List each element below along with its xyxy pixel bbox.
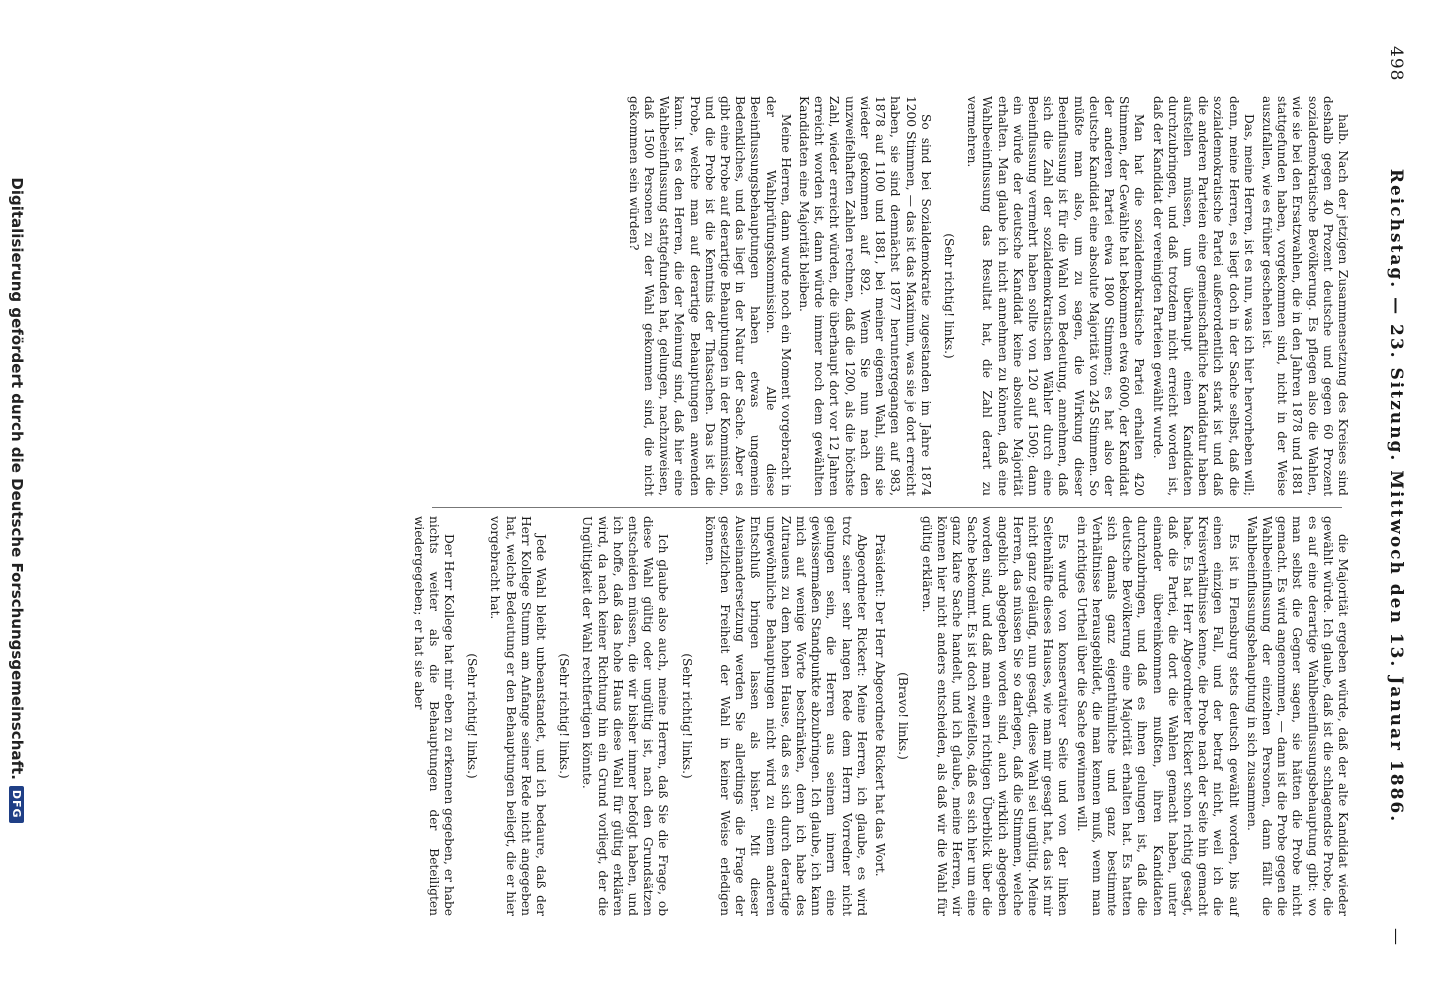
paragraph: (Bravo! links.)	[896, 672, 911, 760]
paragraph: (Sehr richtig! links.)	[941, 233, 956, 359]
page-title: Reichstag. — 23. Sitzung. Mittwoch den 13. Januar 1886.	[1386, 168, 1406, 824]
credit-text: Digitalisierung gefördert durch die Deutsche Forschungsgemeinschaft.	[8, 177, 26, 780]
paragraph: (Sehr richtig! links.)	[679, 653, 694, 779]
column-divider	[432, 507, 1342, 508]
text-column-right	[411, 516, 1350, 916]
digitization-credit	[4, 0, 30, 1000]
paragraph: Jede Wahl bleibt unbeanstandet, und ich bedaure, daß der Herr Kollege Stumm am Anfange seiner Rede nicht angegeben hat, welche Bedeutung er den Behauptungen beilegt, die er hier vorgebracht hat.	[488, 516, 549, 916]
paragraph: Das, meine Herren, ist es nun, was ich hier hervorheben will; denn, meine Herren, es liegt doch in der Sache selbst, daß die sozialdemokratische Partei außerordentlich stark ist und daß die anderen Parteien eine gemeinschaftliche Kandidatur haben aufstellen müssen, um überhaupt einen Kandidaten durchzubringen, und daß trotzdem nicht erreicht worden ist, daß der Kandidat der vereinigten Parteien gewählt wurde.	[1150, 96, 1256, 496]
paragraph: Abgeordneter Rickert: Meine Herren, ich glaube, es wird trotz seiner sehr langen Rede dem Herrn Vorredner nicht gelungen sein, die Herren aus seinem innern eine gewissermaßen Standpunkte abzubringen. Ich glaube, ich kann mich auf wenige Worte beschränken, denn ich habe des Zutrauens zu dem hohen Hause, daß es sich durch derartige ungewöhnliche Behauptungen nicht wird zu einem anderen Entschluß bringen lassen als bisher. Mit dieser Auseinandersetzung werden Sie allerdings die Frage der gesetzlichen Freiheit der Wahl in keiner Weise erledigen können.	[702, 516, 869, 916]
page-header	[1376, 46, 1416, 946]
paragraph: So sind bei Sozialdemokratie zugestanden im Jahre 1874 1200 Stimmen, — das ist das Maximum, was sie je dort erreicht haben, sie sind demnächst 1877 heruntergegangen auf 983, 1878 auf 1100 und 1881, bei meiner eigenen Wahl, sind sie wieder gekommen auf 892. Wenn Sie nun nach den unzweifelhaften Zahlen rechnen, daß die 1200, als die höchste Zahl, wieder erreicht würden, die überhaupt dort vor 12 Jahren erreicht worden ist, dann würde immer noch dem gewählten Kandidaten eine Majorität bleiben.	[797, 96, 933, 496]
dfg-logo: DFG	[10, 786, 25, 823]
paragraph: (Sehr richtig! links.)	[557, 653, 572, 779]
paragraph: (Sehr richtig! links.)	[465, 653, 480, 779]
page-number: 498	[1386, 46, 1406, 82]
paragraph: Es wurde von konservativer Seite und von der linken Seitenhälfte dieses Hauses, wie man mir gesagt hat, das ist mir nicht ganz geläufig, nun gesagt, diese Wahl sei ungültig. Meine Herren, das müssen Sie so darlegen, daß die Stimmen, welche angeblich abgegeben worden sind, auch wirklich abgegeben worden sind, und daß man einen richtigen Überblick über die Sache bekommt. Es ist doch zweifellos, daß es sich hier um eine ganz klare Sache handelt, und ich glaube, meine Herren, wir können hier nicht anders entscheiden, als daß wir die Wahl für gültig erklären.	[919, 516, 1071, 916]
paragraph: Der Herr Kollege hat mir eben zu erkennen gegeben, er habe nichts weiter als die Behauptungen der Beteiligten wiedergegeben; er hat sie aber	[411, 516, 457, 916]
paragraph: die Majorität ergeben würde, daß der alte Kandidat wieder gewählt würde. Ich glaube, daß ist die schlagendste Probe, die es auf eine derartige Wahlbeeinflussungsbehauptung gibt: wo man selbst die Gegner sagen, sie hätten die Probe nicht gemacht. Es wird angenommen, — dann ist die Probe gegen die Wahlbeeinflussung der einzelnen Personen, dann fällt die Wahlbeeinflussungsbehauptung in sich zusammen.	[1244, 516, 1350, 916]
paragraph: Man hat die sozialdemokratische Partei erhalten 420 Stimmen, der Gewählte hat bekommen etwa 6000, der Kandidat der anderen Partei etwa 1800 Stimmen; es hat also der deutsche Kandidat eine absolute Majorität von 245 Stimmen. So müßte man also, um zu sagen, die Wirkung dieser Beeinflussung ist für die Wahl von Bedeutung, annehmen, daß sich die Zahl der sozialdemokratischen Wähler durch eine Beeinflussung vermehrt haben sollte von 120 auf 1500; dann ein würde der deutsche Kandidat keine absolute Majorität erhalten. Man glaube ich nicht annehmen zu können, daß eine Wahlbeeinflussung das Resultat hat, die Zahl derart zu vermehren.	[965, 96, 1147, 496]
header-dash: —	[1386, 928, 1406, 946]
paragraph: Präsident: Der Herr Abgeordnete Rickert hat das Wort.	[873, 534, 888, 877]
text-column-left	[430, 96, 1350, 496]
paragraph: Es ist in Flensburg stets deutsch gewählt worden, bis auf einen einzigen Fall, und der betraf nicht, weil ich die Kreisverhältnisse kenne, die Probe nach der Seite hin gemacht habe. Es hat Herr Abgeordneter Rickert schon richtig gesagt, daß die Partei, die dort die Wahlen gemacht haben, unter einander übereinkommen mußten, ihren Kandidaten durchzubringen, und daß es ihnen gelungen ist, daß die deutsche Bevölkerung eine Majorität erhalten hat. Es hatten sich damals ganz eigenthümliche und ganz bestimmte Verhältnisse herausgebildet, die man kennen muß, wenn man ein richtiges Urtheil über die Sache gewinnen will.	[1074, 516, 1241, 916]
paragraph: Ich glaube also auch, meine Herren, daß Sie die Frage, ob diese Wahl gültig oder ungültig ist, nach den Grundsätzen entscheiden müssen, die wir bisher immer befolgt haben, und ich hoffe, daß das hohe Haus diese Wahl für gültig erklären wird, da nach keiner Richtung hin ein Grund vorliegt, der die Ungültigkeit der Wahl rechtfertigen könnte.	[580, 516, 671, 916]
paragraph: Meine Herren, dann wurde noch ein Moment vorgebracht in der Wahlprüfungskommission. Alle diese Beeinflussungsbehauptungen haben etwas ungemein Bedenkliches, und das liegt in der Natur der Sache. Aber es gibt eine Probe auf derartige Behauptungen in der Kommission, und die Probe ist die Kenntnis der Thatsachen. Das ist die Probe, welche man auf derartige Behauptungen anwenden kann. Ist es den Herren, die der Meinung sind, daß hier eine Wahlbeeinflussung stattgefunden hat, gelungen, nachzuweisen, daß 1500 Personen zu der Wahl gekommen sind, die nicht gekommen sein würden?	[626, 96, 793, 496]
paragraph: halb. Nach der jetzigen Zusammensetzung des Kreises sind deshalb gegen 40 Prozent deutsche und gegen 60 Prozent sozialdemokratische Bevölkerung. Es pflegen also die Wahlen, wie sie bei den Ersatzwahlen, die in den Jahren 1878 und 1881 stattgefunden haben, vorgekommen sind, nicht in der Weise auszufallen, wie es früher geschehen ist.	[1259, 96, 1350, 496]
